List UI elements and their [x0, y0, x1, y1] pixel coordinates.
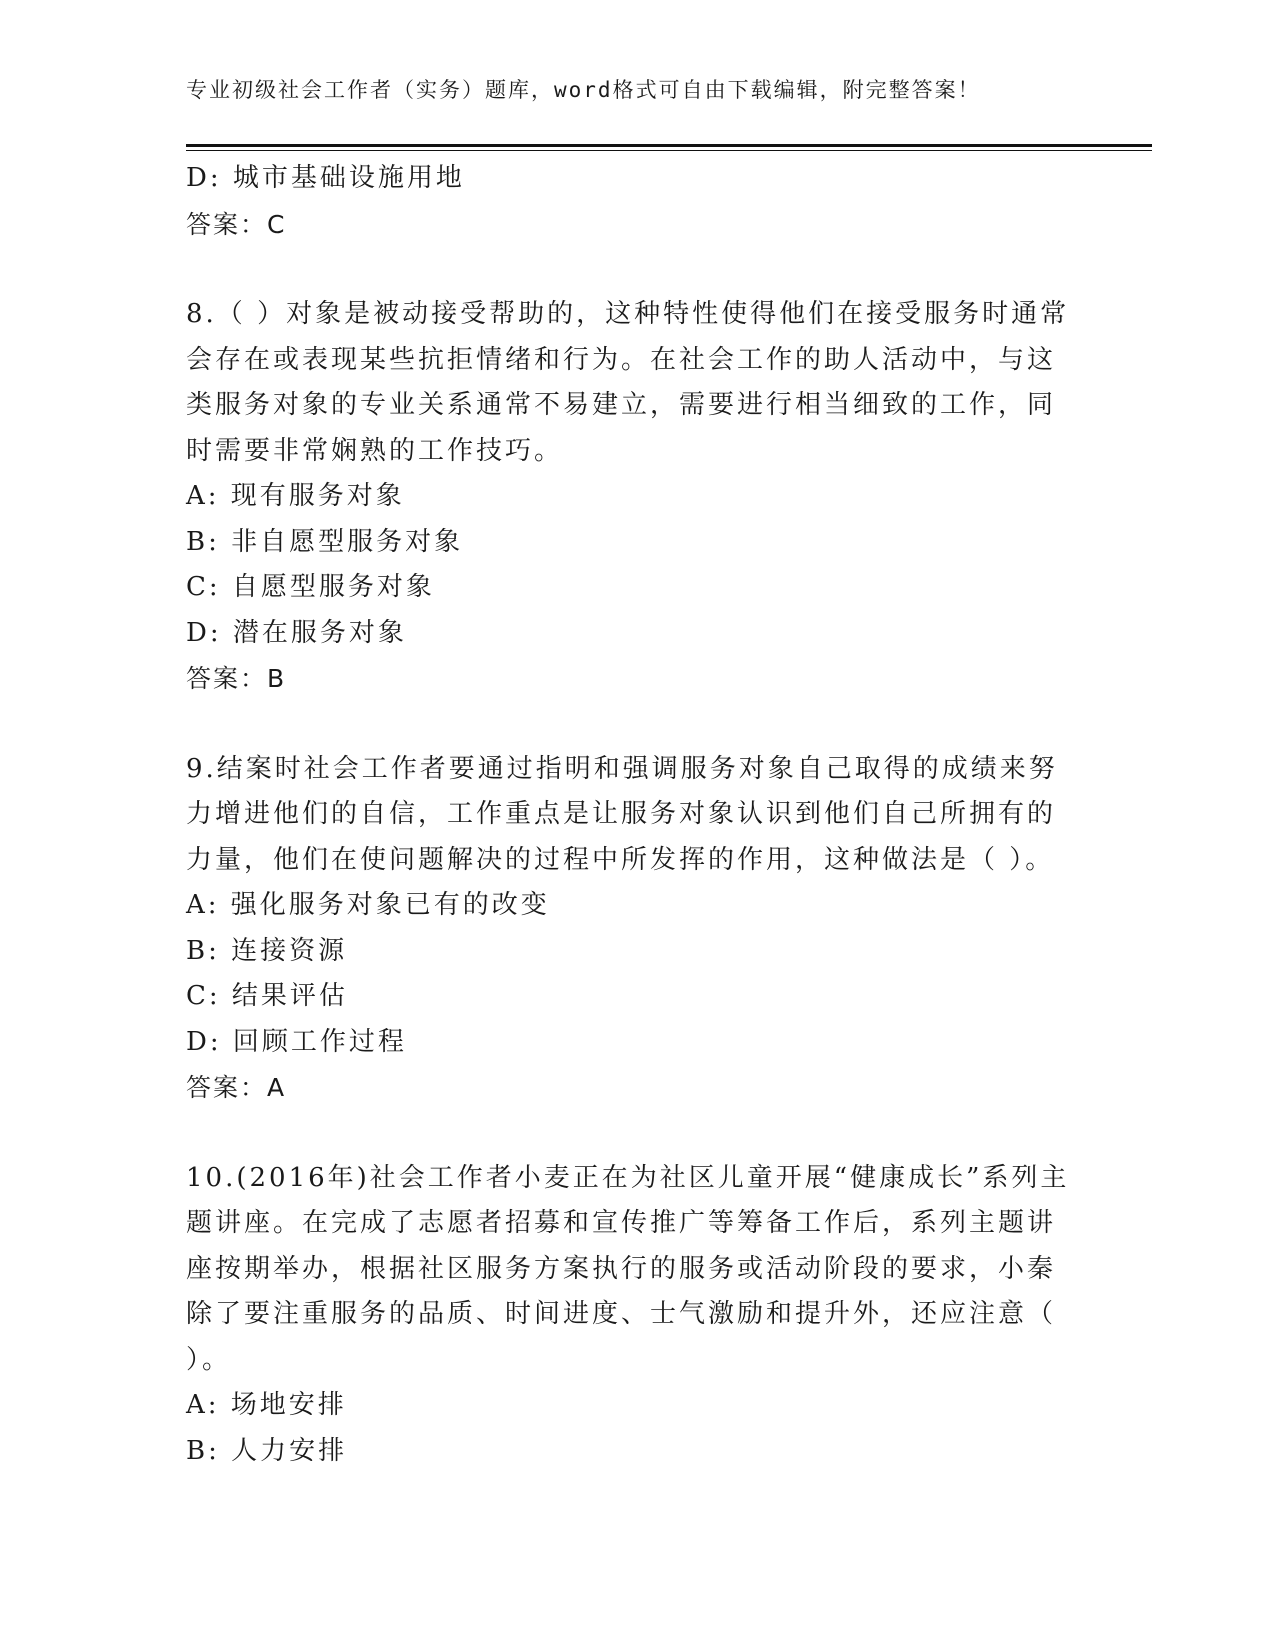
q8-option-b: B: 非自愿型服务对象: [186, 526, 464, 557]
spacer: [186, 247, 1086, 292]
q8-option-a: A: 现有服务对象: [186, 481, 405, 511]
q9-option-d: D: 回顾工作过程: [186, 1026, 407, 1057]
q9-stem-line: 9.结案时社会工作者要通过指明和强调服务对象自己取得的成绩来努: [186, 753, 1058, 784]
q10-option-a: A: 场地安排: [186, 1390, 347, 1420]
q8-stem-line: 会存在或表现某些抗拒情绪和行为。在社会工作的助人活动中，与这: [186, 344, 1057, 375]
header-rule-thick: [186, 144, 1152, 147]
q8-option-d: D: 潜在服务对象: [186, 617, 407, 648]
q10-stem-line: 座按期举办，根据社区服务方案执行的服务或活动阶段的要求，小秦: [186, 1253, 1057, 1284]
q8-option-c: C: 自愿型服务对象: [186, 572, 435, 602]
q9-option-b: B: 连接资源: [186, 935, 348, 966]
q9-stem-line: 力量，他们在使问题解决的过程中所发挥的作用，这种做法是（ ）。: [186, 844, 1055, 875]
question-9: [186, 747, 1086, 1111]
page-header: 专业初级社会工作者（实务）题库，word格式可自由下载编辑，附完整答案！: [186, 78, 981, 102]
q8-answer: 答案：B: [186, 664, 287, 693]
q7-option-d: D: 城市基础设施用地: [186, 163, 465, 193]
spacer: [186, 702, 1086, 747]
q7-answer: 答案：C: [186, 209, 287, 239]
question-content: [186, 156, 1086, 1474]
q9-option-a: A: 强化服务对象已有的改变: [186, 890, 550, 920]
q8-stem-line: 时需要非常娴熟的工作技巧。: [186, 435, 564, 466]
q8-stem-line: 8.（ ）对象是被动接受帮助的，这种特性使得他们在接受服务时通常: [186, 299, 1070, 329]
question-8: [186, 292, 1086, 702]
q10-stem-line: 除了要注重服务的品质、时间进度、士气激励和提升外，还应注意（: [186, 1299, 1057, 1329]
q10-stem-line: 10.(2016年)社会工作者小麦正在为社区儿童开展“健康成长”系列主: [186, 1162, 1070, 1193]
question-10: [186, 1156, 1086, 1475]
q9-answer: 答案：A: [186, 1073, 287, 1102]
q10-stem-line: ）。: [186, 1344, 232, 1375]
q10-stem-line: 题讲座。在完成了志愿者招募和宣传推广等筹备工作后，系列主题讲: [186, 1208, 1057, 1238]
q8-stem-line: 类服务对象的专业关系通常不易建立，需要进行相当细致的工作，同: [186, 390, 1057, 420]
spacer: [186, 1111, 1086, 1156]
header-rule-thin: [186, 150, 1152, 151]
q10-option-b: B: 人力安排: [186, 1435, 348, 1466]
q9-option-c: C: 结果评估: [186, 981, 348, 1011]
q9-stem-line: 力增进他们的自信，工作重点是让服务对象认识到他们自己所拥有的: [186, 799, 1057, 829]
